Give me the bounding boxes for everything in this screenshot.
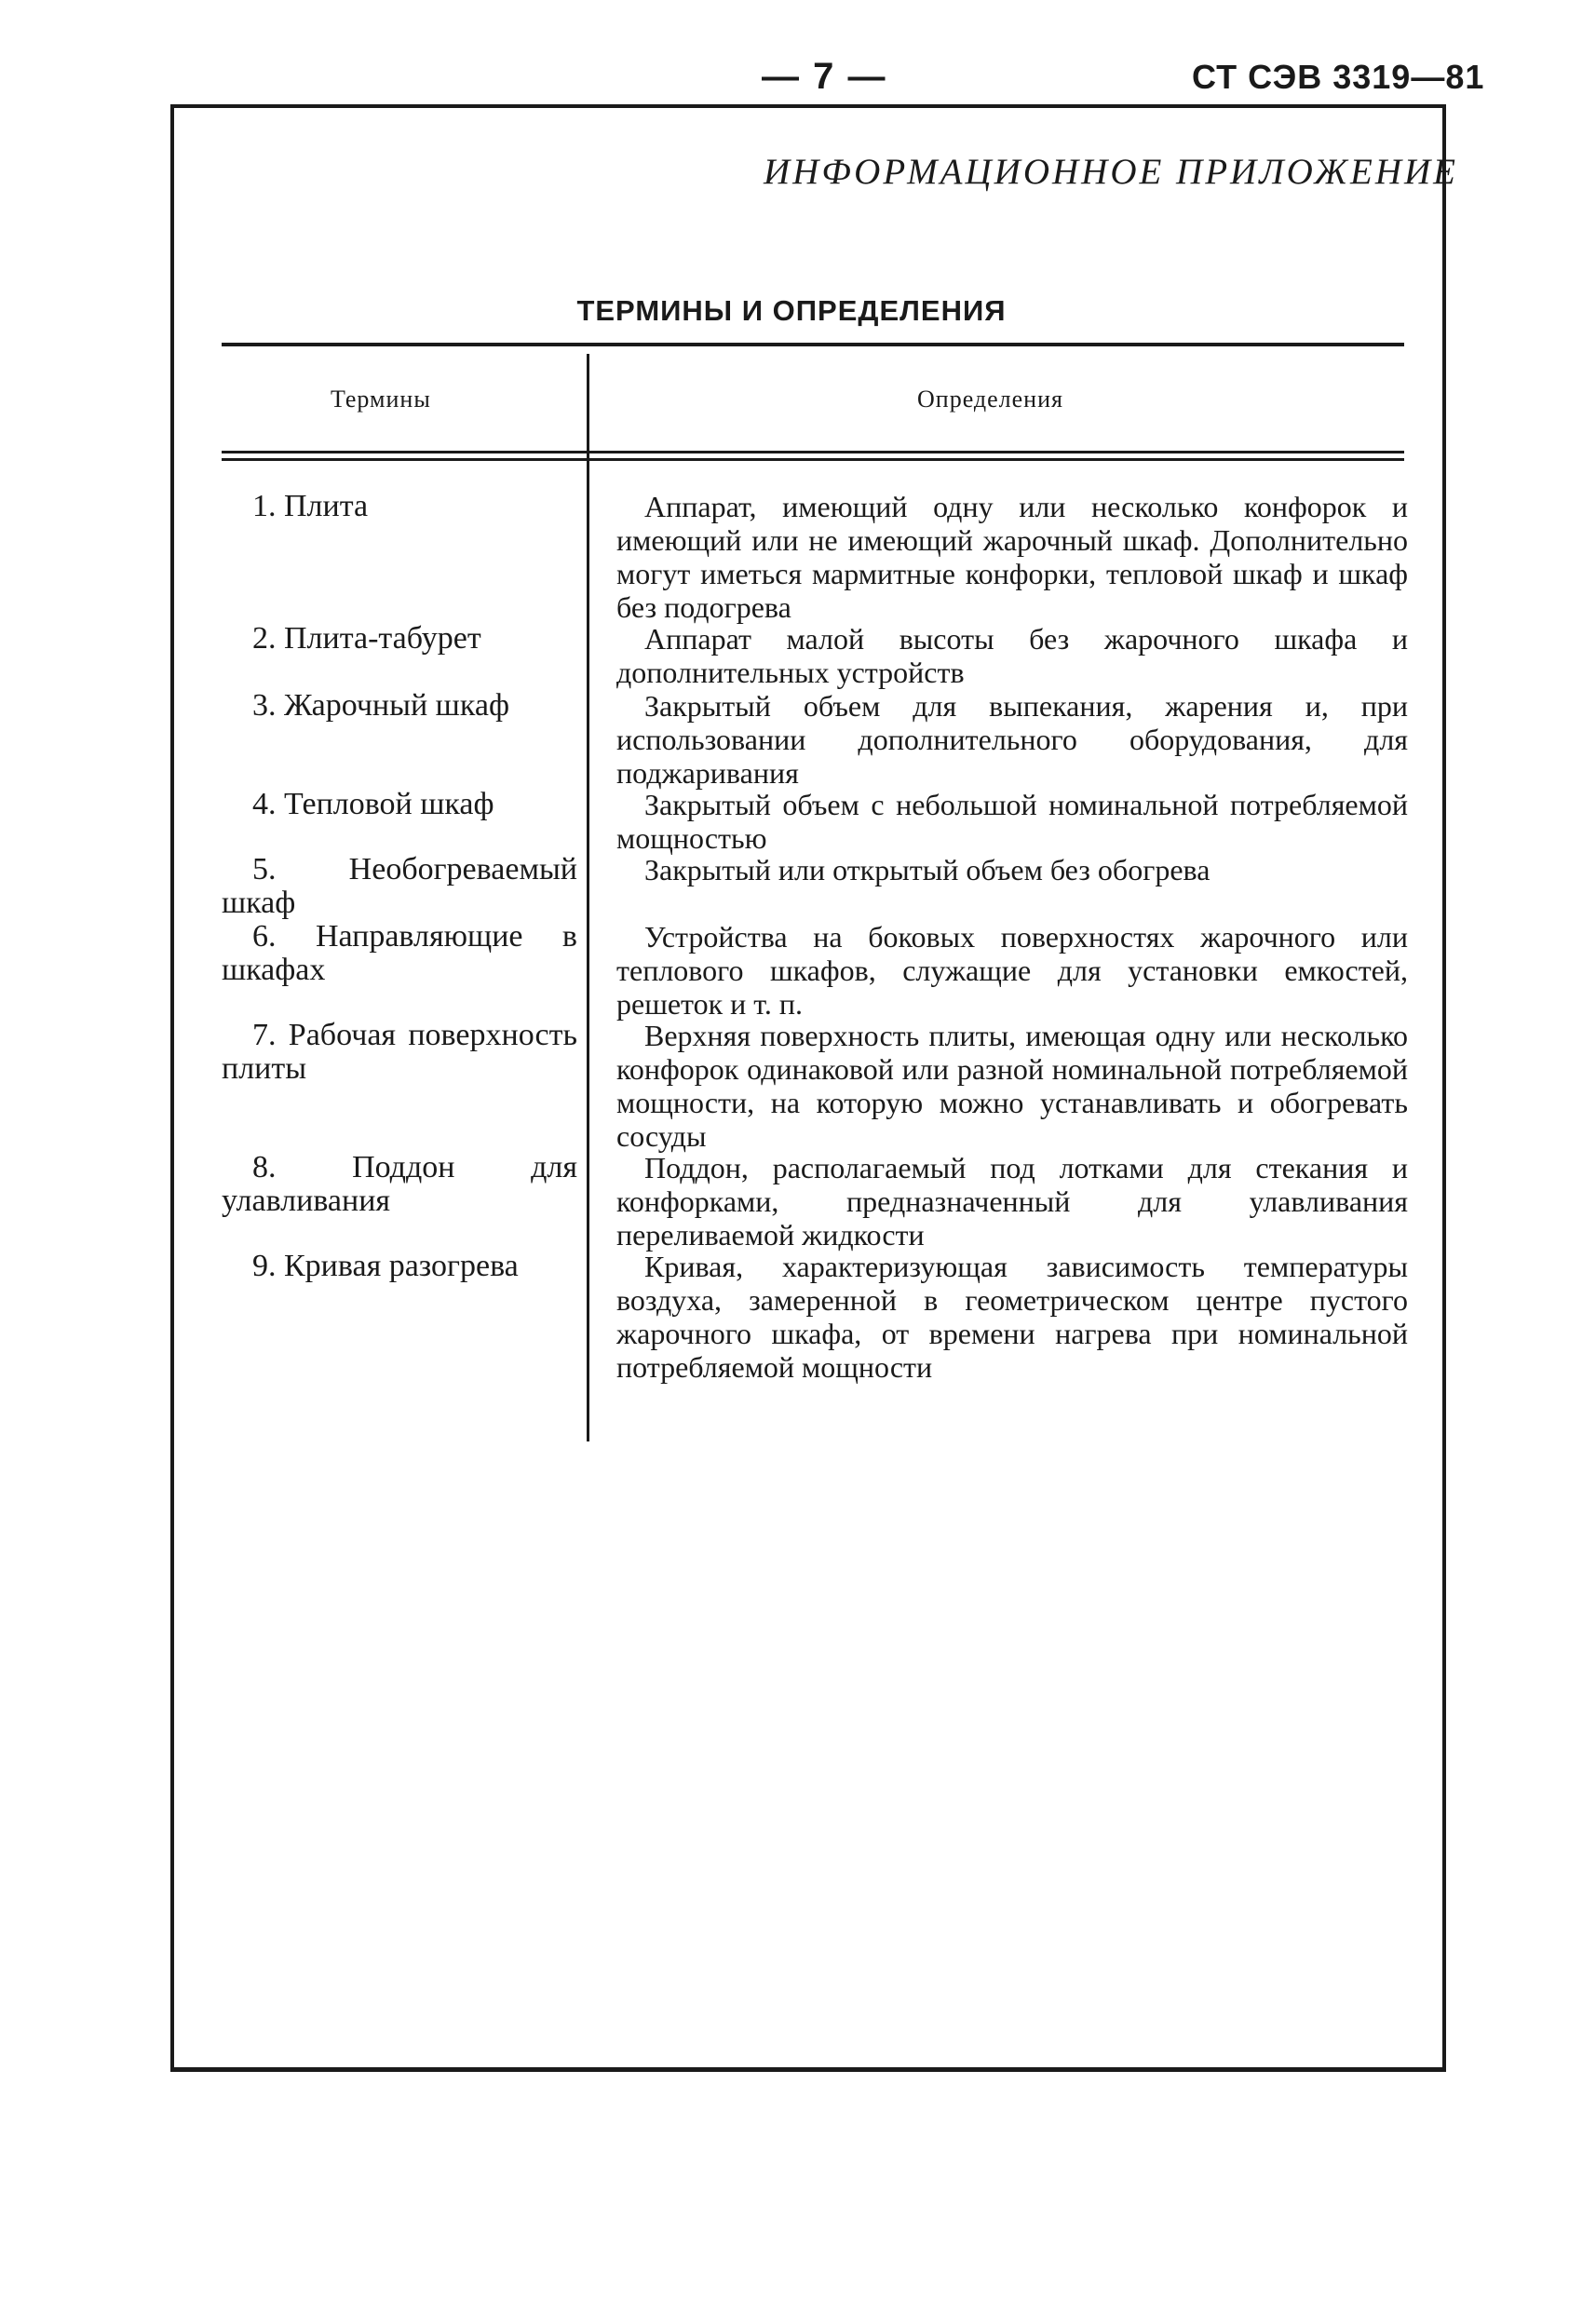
definition-text: Аппарат малой высоты без жарочного шкафа и дополнительных устройств bbox=[616, 622, 1408, 689]
page-number: — 7 — bbox=[762, 56, 887, 97]
term-cell bbox=[222, 853, 577, 920]
definition-cell bbox=[616, 1250, 1408, 1384]
term-cell bbox=[222, 1250, 577, 1283]
term-cell bbox=[222, 622, 577, 656]
column-header-terms: Термины bbox=[331, 386, 431, 413]
term-text: 9. Кривая разогрева bbox=[252, 1249, 519, 1283]
term-text: 4. Тепловой шкаф bbox=[252, 787, 494, 821]
definition-text: Закрытый объем для выпекания, жарения и, при использовании дополнительного оборудования, для поджаривания bbox=[616, 689, 1408, 790]
column-divider bbox=[587, 354, 589, 1441]
term-text: 5. Необогреваемый шкаф bbox=[222, 852, 577, 920]
document-code: СТ СЭВ 3319—81 bbox=[1192, 58, 1485, 96]
table-top-rule bbox=[222, 343, 1404, 346]
term-cell bbox=[222, 490, 577, 523]
definition-cell bbox=[616, 1019, 1408, 1153]
term-text: 1. Плита bbox=[252, 489, 369, 523]
column-header-definitions: Определения bbox=[917, 386, 1063, 413]
definition-text: Устройства на боковых поверхностях жарочного или теплового шкафов, служащие для установки емкостей, решеток и т. п. bbox=[616, 920, 1408, 1021]
term-cell bbox=[222, 788, 577, 821]
definition-cell bbox=[616, 689, 1408, 790]
definition-cell bbox=[616, 920, 1408, 1021]
term-text: 6. Направляющие в шкафах bbox=[222, 919, 577, 987]
table-title: ТЕРМИНЫ И ОПРЕДЕЛЕНИЯ bbox=[576, 294, 1007, 327]
definition-text: Поддон, располагаемый под лотками для стекания и конфорками, предназначенный для улавливания переливаемой жидкости bbox=[616, 1151, 1408, 1252]
header-rule-lower bbox=[222, 458, 1404, 461]
term-cell bbox=[222, 1019, 577, 1086]
definition-text: Закрытый или открытый объем без обогрева bbox=[644, 853, 1211, 886]
definition-text: Верхняя поверхность плиты, имеющая одну или несколько конфорок одинаковой или разной номинальной потребляемой мощности, на которую можно устанавливать и обогревать сосуды bbox=[616, 1019, 1408, 1153]
definition-text: Закрытый объем с небольшой номинальной потребляемой мощностью bbox=[616, 788, 1408, 855]
definition-cell bbox=[616, 853, 1408, 886]
definition-text: Аппарат, имеющий одну или несколько конфорок и имеющий или не имеющий жарочный шкаф. Дополнительно могут иметься мармитные конфорки, тепловой шкаф и шкаф без подогрева bbox=[616, 490, 1408, 624]
definition-text: Кривая, характеризующая зависимость температуры воздуха, замеренной в геометрическом центре пустого жарочного шкафа, от времени нагрева при номинальной потребляемой мощности bbox=[616, 1250, 1408, 1384]
definition-cell bbox=[616, 622, 1408, 689]
term-cell bbox=[222, 689, 577, 723]
term-text: 3. Жарочный шкаф bbox=[252, 688, 509, 723]
definition-cell bbox=[616, 1151, 1408, 1252]
definition-cell bbox=[616, 788, 1408, 855]
term-text: 7. Рабочая поверхность плиты bbox=[222, 1018, 577, 1086]
appendix-label: ИНФОРМАЦИОННОЕ ПРИЛОЖЕНИЕ bbox=[764, 152, 1458, 192]
definition-cell bbox=[616, 490, 1408, 624]
term-cell bbox=[222, 920, 577, 987]
term-text: 2. Плита-табурет bbox=[252, 621, 481, 656]
term-cell bbox=[222, 1151, 577, 1218]
term-text: 8. Поддон для улавливания bbox=[222, 1150, 577, 1218]
header-rule-upper bbox=[222, 451, 1404, 453]
